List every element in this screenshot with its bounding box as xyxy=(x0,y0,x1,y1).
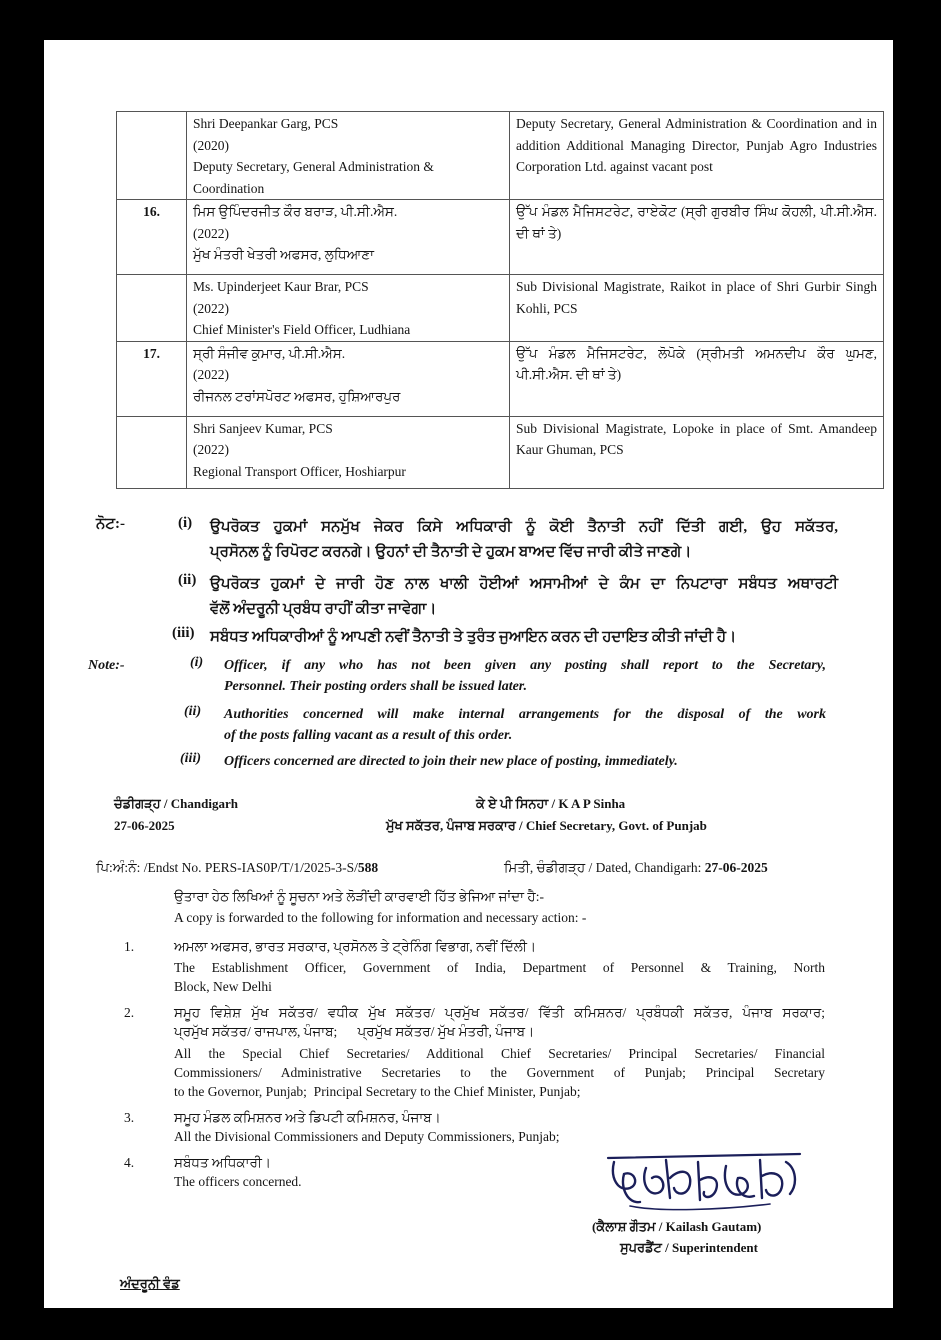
officer-name: Shri Deepankar Garg, PCS xyxy=(193,116,339,131)
note-en-num-2: (ii) xyxy=(184,704,202,719)
copy-item-en: to the Governor, Punjab; Principal Secretary to the Chief Minister, Punjab; xyxy=(174,1084,581,1099)
copy-intro-pa: ਉਤਾਰਾ ਹੇਠ ਲਿਖਿਆਂ ਨੂੰ ਸੂਚਨਾ ਅਤੇ ਲੋੜੀਂਦੀ ਕਾਰਵਾਈ ਹਿੱਤ ਭੇਜਿਆ ਜਾਂਦਾ ਹੈ:- xyxy=(174,889,544,904)
row-number xyxy=(117,275,187,342)
officer-name: ਸ੍ਰੀ ਸੰਜੀਵ ਕੁਮਾਰ, ਪੀ.ਸੀ.ਐਸ. xyxy=(193,345,346,361)
officer-batch: (2022) xyxy=(193,300,229,316)
copy-item-number: 4. xyxy=(124,1155,135,1170)
posting-cell: Deputy Secretary, General Administration & Coordination and in addition Additional Managing Director, Punjab Agro Industries Corporation Ltd. against vacant post xyxy=(510,112,884,200)
note-en-line: of the posts falling vacant as a result of this order. xyxy=(224,728,513,743)
table-row xyxy=(117,200,884,275)
note-pa-line: ਸਬੰਧਤ ਅਧਿਕਾਰੀਆਂ ਨੂੰ ਆਪਣੀ ਨਵੀਂ ਤੈਨਾਤੀ ਤੇ ਤੁਰੰਤ ਜੁਆਇਨ ਕਰਨ ਦੀ ਹਦਾਇਤ ਕੀਤੀ ਜਾਂਦੀ ਹੈ। xyxy=(210,629,737,645)
officer-cell xyxy=(187,416,510,488)
officer-name: Shri Sanjeev Kumar, PCS xyxy=(193,420,333,436)
officer-cell xyxy=(187,275,510,342)
copy-item-en: The Establishment Officer, Government of India, Department of Personnel & Training, North xyxy=(174,960,825,975)
note-pa-line: ਪ੍ਰਸੋਨਲ ਨੂੰ ਰਿਪੋਰਟ ਕਰਨਗੇ। ਉਹਨਾਂ ਦੀ ਤੈਨਾਤੀ ਦੇ ਹੁਕਮ ਬਾਅਦ ਵਿੱਚ ਜਾਰੀ ਕੀਤੇ ਜਾਣਗੇ। xyxy=(210,544,692,560)
signature-place: ਚੰਡੀਗੜ੍ਹ / Chandigarh xyxy=(114,796,238,811)
note-en-label: Note:- xyxy=(88,658,125,673)
table-row xyxy=(117,416,884,488)
note-pa-line: ਉਪਰੋਕਤ ਹੁਕਮਾਂ ਸਨਮੁੱਖ ਜੇਕਰ ਕਿਸੇ ਅਧਿਕਾਰੀ ਨੂੰ ਕੋਈ ਤੈਨਾਤੀ ਨਹੀਂ ਦਿੱਤੀ ਗਈ, ਉਹ ਸਕੱਤਰ, xyxy=(210,519,838,535)
posting-cell: ਉੱਪ ਮੰਡਲ ਮੈਜਿਸਟਰੇਟ, ਰਾਏਕੋਟ (ਸ੍ਰੀ ਗੁਰਬੀਰ ਸਿੰਘ ਕੋਹਲੀ, ਪੀ.ਸੀ.ਐਸ. ਦੀ ਥਾਂ ਤੇ) xyxy=(510,200,884,275)
officer-cell xyxy=(187,341,510,416)
signatory-name: ਕੇ ਏ ਪੀ ਸਿਨਹਾ / K A P Sinha xyxy=(476,796,626,811)
endorsement-number: ਪਿ:ਅੰ:ਨੰ: /Endst No. PERS-IAS0P/T/1/2025-3-S/588 xyxy=(96,860,379,875)
officer-cell xyxy=(187,200,510,275)
posting-table xyxy=(116,111,884,489)
officer-cell xyxy=(187,112,510,200)
copy-item-en: All the Special Chief Secretaries/ Additional Chief Secretaries/ Principal Secretaries/ Financial xyxy=(174,1046,825,1061)
copy-item-number: 1. xyxy=(124,939,135,954)
copy-item-pa: ਸਬੰਧਤ ਅਧਿਕਾਰੀ। xyxy=(174,1155,271,1170)
note-en-line: Officers concerned are directed to join their new place of posting, immediately. xyxy=(224,754,678,769)
note-pa-num-2: (ii) xyxy=(178,572,197,588)
note-en-num-1: (i) xyxy=(190,655,204,670)
copy-item-en: Commissioners/ Administrative Secretaries to the Government of Punjab; Principal Secretary xyxy=(174,1065,825,1080)
row-number xyxy=(117,112,187,200)
document-page xyxy=(44,40,893,1308)
row-number: 16. xyxy=(117,200,187,275)
copy-item-pa: ਅਮਲਾ ਅਫਸਰ, ਭਾਰਤ ਸਰਕਾਰ, ਪ੍ਰਸੋਨਲ ਤੇ ਟ੍ਰੇਨਿੰਗ ਵਿਭਾਗ, ਨਵੀਂ ਦਿੱਲੀ। xyxy=(174,939,537,954)
copy-item-en: Block, New Delhi xyxy=(174,979,272,994)
copy-item-pa: ਸਮੂਹ ਵਿਸ਼ੇਸ਼ ਮੁੱਖ ਸਕੱਤਰ/ ਵਧੀਕ ਮੁੱਖ ਸਕੱਤਰ/ ਪ੍ਰਮੁੱਖ ਸਕੱਤਰ/ ਵਿੱਤੀ ਕਮਿਸ਼ਨਰ/ ਪ੍ਰਬੰਧਕੀ ਸਕੱਤਰ, ਪੰਜਾਬ ਸਰਕਾਰ; xyxy=(174,1005,825,1020)
note-pa-line: ਉਪਰੋਕਤ ਹੁਕਮਾਂ ਦੇ ਜਾਰੀ ਹੋਣ ਨਾਲ ਖਾਲੀ ਹੋਈਆਂ ਅਸਾਮੀਆਂ ਦੇ ਕੰਮ ਦਾ ਨਿਪਟਾਰਾ ਸਬੰਧਤ ਅਥਾਰਟੀ xyxy=(210,576,838,592)
note-pa-num-1: (i) xyxy=(178,515,193,531)
copy-item-pa: ਸਮੂਹ ਮੰਡਲ ਕਮਿਸ਼ਨਰ ਅਤੇ ਡਿਪਟੀ ਕਮਿਸ਼ਨਰ, ਪੰਜਾਬ। xyxy=(174,1110,441,1125)
row-number: 17. xyxy=(117,341,187,416)
superintendent-designation: ਸੁਪਰਡੈਂਟ / Superintendent xyxy=(620,1240,758,1255)
note-en-line: Officer, if any who has not been given any posting shall report to the Secretary, xyxy=(224,658,826,673)
handwritten-signature xyxy=(600,1148,820,1218)
copy-item-number: 3. xyxy=(124,1110,135,1125)
posting-cell: ਉੱਪ ਮੰਡਲ ਮੈਜਿਸਟਰੇਟ, ਲੋਪੋਕੇ (ਸ੍ਰੀਮਤੀ ਅਮਨਦੀਪ ਕੌਰ ਘੁਮਣ, ਪੀ.ਸੀ.ਐਸ. ਦੀ ਥਾਂ ਤੇ) xyxy=(510,341,884,416)
note-en-line: Authorities concerned will make internal arrangements for the disposal of the work xyxy=(224,707,826,722)
table-row xyxy=(117,275,884,342)
officer-current-post: Regional Transport Officer, Hoshiarpur xyxy=(193,463,406,479)
signature-date: 27-06-2025 xyxy=(114,818,175,833)
table-row xyxy=(117,112,884,200)
officer-batch: (2022) xyxy=(193,442,229,457)
internal-distribution-label: ਅੰਦਰੂਨੀ ਵੰਡ xyxy=(120,1276,180,1291)
officer-batch: (2020) xyxy=(193,137,229,153)
copy-item-pa: ਪ੍ਰਮੁੱਖ ਸਕੱਤਰ/ ਰਾਜਪਾਲ, ਪੰਜਾਬ; ਪ੍ਰਮੁੱਖ ਸਕੱਤਰ/ ਮੁੱਖ ਮੰਤਰੀ, ਪੰਜਾਬ। xyxy=(174,1024,535,1039)
officer-batch: (2022) xyxy=(193,367,229,382)
copy-intro-en: A copy is forwarded to the following for information and necessary action: - xyxy=(174,910,587,925)
note-pa-line: ਵੱਲੋਂ ਅੰਦਰੂਨੀ ਪ੍ਰਬੰਧ ਰਾਹੀਂ ਕੀਤਾ ਜਾਵੇਗਾ। xyxy=(210,601,437,617)
officer-batch: (2022) xyxy=(193,225,229,241)
posting-cell: Sub Divisional Magistrate, Lopoke in place of Smt. Amandeep Kaur Ghuman, PCS xyxy=(510,416,884,488)
officer-current-post: ਮੁੱਖ ਮੰਤਰੀ ਖੇਤਰੀ ਅਫਸਰ, ਲੁਧਿਆਣਾ xyxy=(193,247,375,262)
table-row xyxy=(117,341,884,416)
posting-cell: Sub Divisional Magistrate, Raikot in place of Shri Gurbir Singh Kohli, PCS xyxy=(510,275,884,342)
endorsement-date: ਮਿਤੀ, ਚੰਡੀਗੜ੍ਹ / Dated, Chandigarh: 27-06-2025 xyxy=(504,860,768,875)
note-pa-label: ਨੋਟ:- xyxy=(96,516,125,532)
note-en-num-3: (iii) xyxy=(180,751,201,766)
note-pa-num-3: (iii) xyxy=(172,625,195,641)
officer-name: ਮਿਸ ਉਪਿੰਦਰਜੀਤ ਕੌਰ ਬਰਾੜ, ਪੀ.ਸੀ.ਐਸ. xyxy=(193,204,398,219)
superintendent-name: (ਕੈਲਾਸ਼ ਗੌਤਮ / Kailash Gautam) xyxy=(592,1219,762,1234)
copy-item-en: All the Divisional Commissioners and Deputy Commissioners, Punjab; xyxy=(174,1129,560,1144)
officer-current-post: ਰੀਜਨਲ ਟਰਾਂਸਪੋਰਟ ਅਫਸਰ, ਹੁਸ਼ਿਆਰਪੁਰ xyxy=(193,388,401,404)
copy-item-en: The officers concerned. xyxy=(174,1174,302,1189)
officer-current-post: Deputy Secretary, General Administration & Coordination xyxy=(193,159,434,196)
note-en-line: Personnel. Their posting orders shall be issued later. xyxy=(224,679,527,694)
officer-name: Ms. Upinderjeet Kaur Brar, PCS xyxy=(193,279,369,294)
officer-current-post: Chief Minister's Field Officer, Ludhiana xyxy=(193,322,411,337)
signatory-designation: ਮੁੱਖ ਸਕੱਤਰ, ਪੰਜਾਬ ਸਰਕਾਰ / Chief Secretary, Govt. of Punjab xyxy=(386,818,707,833)
row-number xyxy=(117,416,187,488)
copy-item-number: 2. xyxy=(124,1005,135,1020)
